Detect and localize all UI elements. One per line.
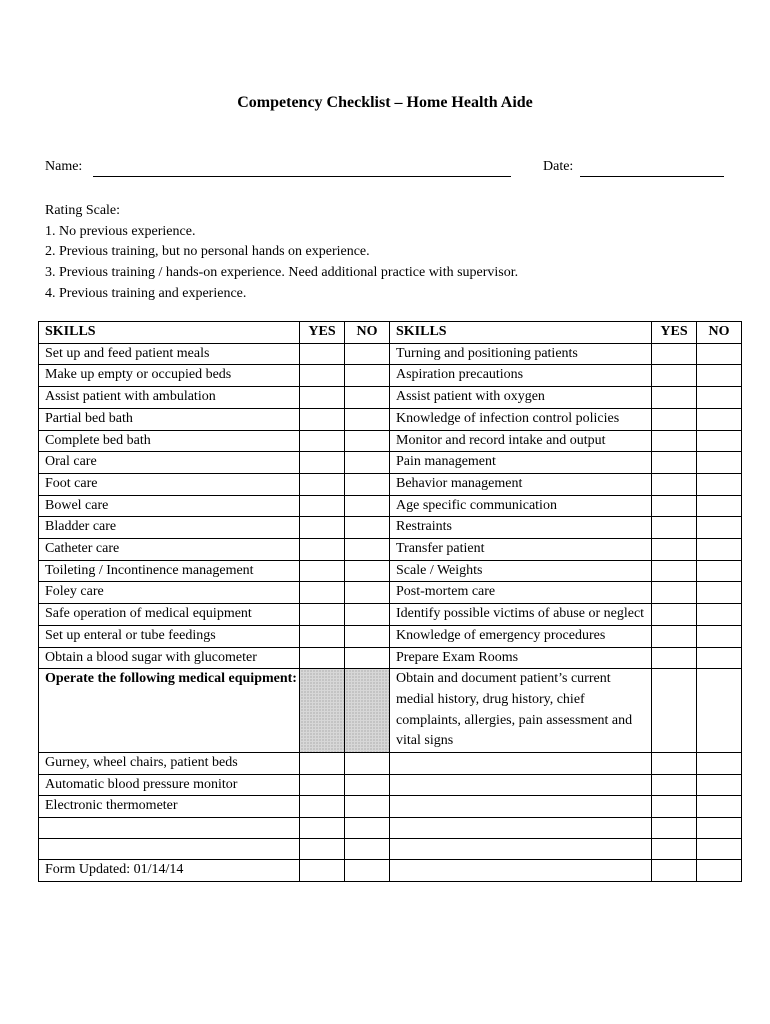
table-row [39, 796, 742, 818]
yes-checkbox-right[interactable] [652, 860, 697, 882]
skill-label-left: Partial bed bath [39, 408, 300, 430]
no-checkbox-right[interactable] [697, 860, 742, 882]
skill-label-right [390, 753, 652, 775]
no-checkbox-right[interactable] [697, 625, 742, 647]
skill-label-right: Obtain and document patient’s current medial history, drug history, chief complaints, allergies, pain assessment and vital signs [390, 669, 652, 753]
rating-scale-heading: Rating Scale: [45, 203, 121, 218]
yes-checkbox-left[interactable] [300, 560, 345, 582]
skill-label-left [39, 839, 300, 860]
yes-checkbox-left[interactable] [300, 473, 345, 495]
no-checkbox-left [345, 669, 390, 753]
table-row [39, 774, 742, 796]
yes-checkbox-right[interactable] [652, 495, 697, 517]
yes-checkbox-right[interactable] [652, 539, 697, 561]
yes-checkbox-left[interactable] [300, 408, 345, 430]
yes-checkbox-left[interactable] [300, 604, 345, 626]
yes-checkbox-right[interactable] [652, 473, 697, 495]
no-checkbox-right[interactable] [697, 539, 742, 561]
yes-checkbox-right[interactable] [652, 647, 697, 669]
table-row [39, 408, 742, 430]
yes-checkbox-right[interactable] [652, 365, 697, 387]
yes-checkbox-right[interactable] [652, 343, 697, 365]
name-label: Name: [45, 159, 83, 174]
no-checkbox-left[interactable] [345, 365, 390, 387]
no-checkbox-left[interactable] [345, 473, 390, 495]
skill-label-right: Identify possible victims of abuse or neglect [390, 604, 652, 626]
rating-scale-item: 2. Previous training, but no personal hands on experience. [45, 244, 370, 260]
table-row [39, 343, 742, 365]
skill-label-left: Operate the following medical equipment: [39, 669, 300, 753]
no-checkbox-left[interactable] [345, 387, 390, 409]
yes-checkbox-left[interactable] [300, 387, 345, 409]
yes-checkbox-left[interactable] [300, 452, 345, 474]
skill-label-left: Form Updated: 01/14/14 [39, 860, 300, 882]
table-row [39, 647, 742, 669]
table-row [39, 560, 742, 582]
skill-label-left: Automatic blood pressure monitor [39, 774, 300, 796]
no-checkbox-left[interactable] [345, 796, 390, 818]
no-checkbox-left[interactable] [345, 860, 390, 882]
skill-label-left: Complete bed bath [39, 430, 300, 452]
date-label: Date: [543, 159, 574, 174]
no-checkbox-left[interactable] [345, 560, 390, 582]
skill-label-right: Restraints [390, 517, 652, 539]
table-row [39, 430, 742, 452]
yes-checkbox-left [300, 669, 345, 753]
yes-checkbox-left[interactable] [300, 539, 345, 561]
skill-label-right: Post-mortem care [390, 582, 652, 604]
no-checkbox-left[interactable] [345, 818, 390, 839]
skill-label-left: Electronic thermometer [39, 796, 300, 818]
rating-scale-item: 3. Previous training / hands-on experience. Need additional practice with supervisor. [45, 265, 519, 281]
no-checkbox-right[interactable] [697, 365, 742, 387]
no-checkbox-right[interactable] [697, 753, 742, 775]
yes-checkbox-right[interactable] [652, 452, 697, 474]
yes-checkbox-right[interactable] [652, 625, 697, 647]
yes-checkbox-left[interactable] [300, 860, 345, 882]
skill-label-left: Obtain a blood sugar with glucometer [39, 647, 300, 669]
table-row [39, 604, 742, 626]
yes-checkbox-right[interactable] [652, 430, 697, 452]
yes-header: YES [652, 322, 697, 344]
yes-checkbox-left[interactable] [300, 753, 345, 775]
skill-label-left: Gurney, wheel chairs, patient beds [39, 753, 300, 775]
no-checkbox-right[interactable] [697, 387, 742, 409]
skill-label-left [39, 818, 300, 839]
skill-label-right: Aspiration precautions [390, 365, 652, 387]
no-checkbox-left[interactable] [345, 539, 390, 561]
yes-checkbox-left[interactable] [300, 774, 345, 796]
no-checkbox-left[interactable] [345, 774, 390, 796]
yes-checkbox-right[interactable] [652, 604, 697, 626]
yes-checkbox-left[interactable] [300, 343, 345, 365]
no-checkbox-right[interactable] [697, 604, 742, 626]
no-checkbox-left[interactable] [345, 839, 390, 860]
yes-checkbox-left[interactable] [300, 582, 345, 604]
no-checkbox-right[interactable] [697, 669, 742, 753]
no-checkbox-right[interactable] [697, 408, 742, 430]
skills-checklist-table [38, 321, 742, 882]
no-checkbox-right[interactable] [697, 495, 742, 517]
skill-label-right: Age specific communication [390, 495, 652, 517]
skill-label-left: Oral care [39, 452, 300, 474]
table-row [39, 365, 742, 387]
skill-label-right [390, 796, 652, 818]
table-row [39, 669, 742, 753]
skill-label-right: Scale / Weights [390, 560, 652, 582]
skill-label-right: Knowledge of emergency procedures [390, 625, 652, 647]
skill-label-left: Bladder care [39, 517, 300, 539]
no-checkbox-right[interactable] [697, 582, 742, 604]
yes-checkbox-right[interactable] [652, 818, 697, 839]
table-row [39, 818, 742, 839]
yes-checkbox-right[interactable] [652, 839, 697, 860]
skill-label-left: Safe operation of medical equipment [39, 604, 300, 626]
yes-checkbox-right[interactable] [652, 774, 697, 796]
table-row [39, 387, 742, 409]
yes-checkbox-right[interactable] [652, 582, 697, 604]
skill-label-left: Catheter care [39, 539, 300, 561]
table-row [39, 753, 742, 775]
skill-label-right: Assist patient with oxygen [390, 387, 652, 409]
yes-checkbox-right[interactable] [652, 387, 697, 409]
page-title: Competency Checklist – Home Health Aide [237, 94, 533, 111]
yes-checkbox-left[interactable] [300, 796, 345, 818]
skill-label-right [390, 860, 652, 882]
table-row [39, 860, 742, 882]
no-checkbox-left[interactable] [345, 408, 390, 430]
no-checkbox-right[interactable] [697, 517, 742, 539]
no-header: NO [345, 322, 390, 344]
no-checkbox-left[interactable] [345, 647, 390, 669]
skill-label-right: Transfer patient [390, 539, 652, 561]
no-header: NO [697, 322, 742, 344]
yes-checkbox-left[interactable] [300, 647, 345, 669]
no-checkbox-left[interactable] [345, 625, 390, 647]
skill-label-left: Set up enteral or tube feedings [39, 625, 300, 647]
yes-checkbox-right[interactable] [652, 669, 697, 753]
skill-label-right: Behavior management [390, 473, 652, 495]
no-checkbox-right[interactable] [697, 796, 742, 818]
rating-scale-item: 4. Previous training and experience. [45, 285, 247, 301]
skill-label-right [390, 774, 652, 796]
no-checkbox-left[interactable] [345, 604, 390, 626]
table-row [39, 839, 742, 860]
table-row [39, 452, 742, 474]
yes-checkbox-right[interactable] [652, 517, 697, 539]
no-checkbox-right[interactable] [697, 839, 742, 860]
rating-scale-item: 1. No previous experience. [45, 223, 196, 239]
skill-label-left: Foley care [39, 582, 300, 604]
yes-checkbox-left[interactable] [300, 839, 345, 860]
skill-label-right: Knowledge of infection control policies [390, 408, 652, 430]
no-checkbox-left[interactable] [345, 495, 390, 517]
skills-header: SKILLS [390, 322, 652, 344]
yes-checkbox-left[interactable] [300, 517, 345, 539]
table-row [39, 517, 742, 539]
skills-header: SKILLS [39, 322, 300, 344]
skill-label-left: Bowel care [39, 495, 300, 517]
rating-scale [45, 201, 518, 305]
yes-checkbox-right[interactable] [652, 796, 697, 818]
no-checkbox-right[interactable] [697, 430, 742, 452]
no-checkbox-left[interactable] [345, 753, 390, 775]
skill-label-left: Set up and feed patient meals [39, 343, 300, 365]
yes-checkbox-right[interactable] [652, 560, 697, 582]
yes-checkbox-right[interactable] [652, 408, 697, 430]
yes-checkbox-right[interactable] [652, 753, 697, 775]
no-checkbox-right[interactable] [697, 818, 742, 839]
table-row [39, 495, 742, 517]
yes-header: YES [300, 322, 345, 344]
date-field[interactable] [580, 176, 724, 177]
skill-label-right: Turning and positioning patients [390, 343, 652, 365]
skill-label-left: Make up empty or occupied beds [39, 365, 300, 387]
skill-label-right: Pain management [390, 452, 652, 474]
no-checkbox-left[interactable] [345, 430, 390, 452]
skill-label-right [390, 818, 652, 839]
yes-checkbox-left[interactable] [300, 625, 345, 647]
skill-label-right: Monitor and record intake and output [390, 430, 652, 452]
table-row [39, 625, 742, 647]
skill-label-left: Toileting / Incontinence management [39, 560, 300, 582]
no-checkbox-right[interactable] [697, 343, 742, 365]
no-checkbox-left[interactable] [345, 582, 390, 604]
skill-label-right: Prepare Exam Rooms [390, 647, 652, 669]
table-row [39, 539, 742, 561]
no-checkbox-right[interactable] [697, 560, 742, 582]
no-checkbox-right[interactable] [697, 473, 742, 495]
no-checkbox-right[interactable] [697, 647, 742, 669]
no-checkbox-left[interactable] [345, 517, 390, 539]
no-checkbox-right[interactable] [697, 452, 742, 474]
yes-checkbox-left[interactable] [300, 818, 345, 839]
skill-label-left: Foot care [39, 473, 300, 495]
yes-checkbox-left[interactable] [300, 430, 345, 452]
no-checkbox-left[interactable] [345, 343, 390, 365]
yes-checkbox-left[interactable] [300, 495, 345, 517]
table-header-row [39, 322, 742, 344]
table-row [39, 473, 742, 495]
yes-checkbox-left[interactable] [300, 365, 345, 387]
table-row [39, 582, 742, 604]
skill-label-right [390, 839, 652, 860]
skill-label-left: Assist patient with ambulation [39, 387, 300, 409]
name-field[interactable] [93, 176, 511, 177]
no-checkbox-right[interactable] [697, 774, 742, 796]
no-checkbox-left[interactable] [345, 452, 390, 474]
